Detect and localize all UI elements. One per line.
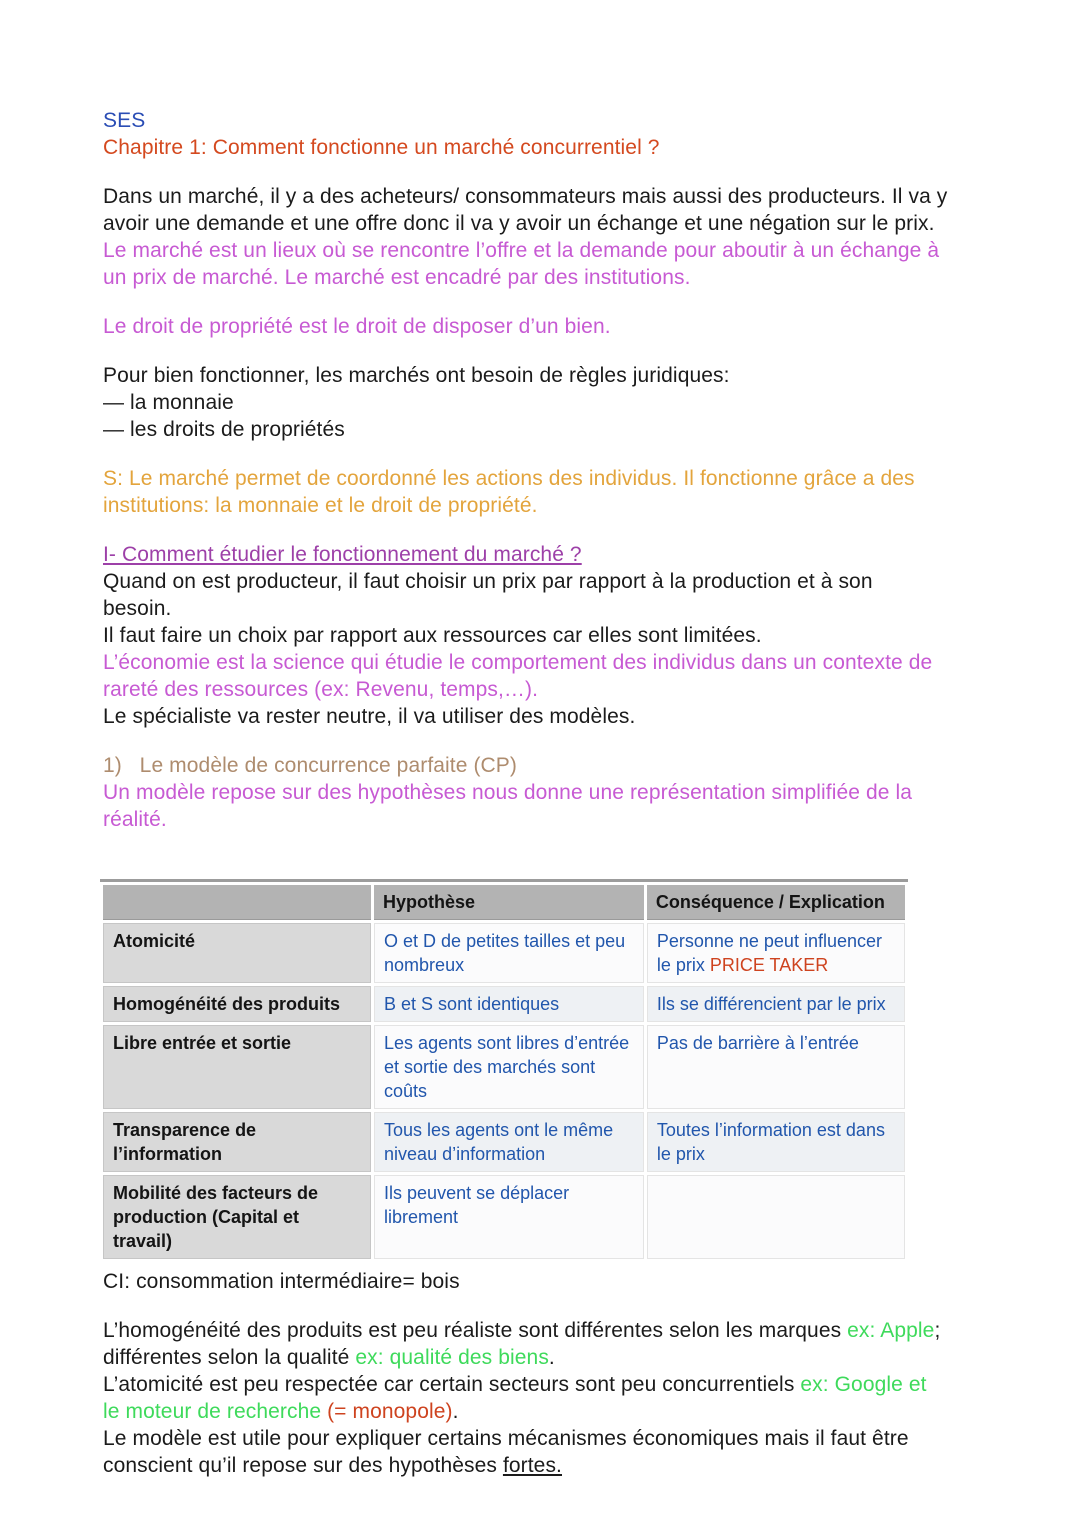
text-run: B et S sont identiques: [384, 994, 560, 1014]
text-run: (= monopole): [327, 1400, 453, 1423]
table-header-row: [103, 885, 905, 920]
text-line: [103, 237, 980, 264]
blank-line: [103, 730, 980, 752]
text-line: [103, 595, 980, 622]
text-line: [103, 541, 980, 568]
hypothesis-cell: [374, 1025, 644, 1109]
text-line: [103, 806, 980, 833]
text-run: réalité.: [103, 808, 167, 831]
blank-line: [103, 519, 980, 541]
text-line: [103, 183, 980, 210]
row-label-cell: Homogénéité des produits: [103, 986, 371, 1022]
text-run: conscient qu’il repose sur des hypothèses: [103, 1454, 503, 1477]
table-header-cell: Conséquence / Explication: [647, 885, 905, 920]
text-run: institutions: la monnaie et le droit de propriété.: [103, 494, 538, 517]
text-line: [103, 313, 980, 340]
text-run: Personne ne peut influencer le prix: [656, 931, 882, 975]
text-run: — les droits de propriétés: [103, 418, 345, 441]
text-run: Le modèle est utile pour expliquer certains mécanismes économiques mais il faut être: [103, 1427, 909, 1450]
text-run: Le spécialiste va rester neutre, il va utiliser des modèles.: [103, 705, 636, 728]
text-run: SES: [103, 109, 146, 132]
text-run: Pas de barrière à l’entrée: [656, 1033, 859, 1053]
row-label-cell: Libre entrée et sortie: [103, 1025, 371, 1109]
text-run: Il faut faire un choix par rapport aux ressources car elles sont limitées.: [103, 624, 762, 647]
text-run: .: [452, 1400, 459, 1423]
text-line: [103, 107, 980, 134]
consequence-cell: [647, 1112, 905, 1172]
text-run: Le marché est un lieux où se rencontre l’offre et la demande pour aboutir à un échange à: [103, 239, 940, 262]
hypothesis-cell: [374, 1175, 644, 1259]
text-run: ex: qualité des biens: [355, 1346, 549, 1369]
hypothesis-cell: [374, 986, 644, 1022]
table-row: [103, 986, 905, 1022]
table-row: [103, 1112, 905, 1172]
table-footnote-line: [103, 1268, 980, 1295]
table-header-empty: [103, 885, 371, 920]
blank-line: [103, 340, 980, 362]
text-run: ex: Apple: [847, 1319, 935, 1342]
hypothesis-cell: [374, 1112, 644, 1172]
blank-line: [103, 443, 980, 465]
text-run: ;: [934, 1319, 941, 1342]
text-line: [103, 568, 980, 595]
text-run: ex: Google et: [800, 1373, 927, 1396]
text-run: .: [548, 1346, 555, 1369]
text-line: [103, 465, 980, 492]
text-line: [103, 676, 980, 703]
row-label-cell: Mobilité des facteurs de production (Capital et travail): [103, 1175, 371, 1259]
row-label-cell: Atomicité: [103, 923, 371, 983]
text-run: S: Le marché permet de coordonné les actions des individus. Il fonctionne grâce a des: [103, 467, 915, 490]
blank-line: [103, 161, 980, 183]
text-line: [103, 362, 980, 389]
consequence-cell: [647, 923, 905, 983]
text-run: Chapitre 1: Comment fonctionne un marché concurrentiel ?: [103, 136, 660, 159]
text-run: le moteur de recherche: [103, 1400, 328, 1423]
text-line: [103, 649, 980, 676]
text-run: avoir une demande et une offre donc il va y avoir un échange et une négation sur le prix.: [103, 212, 935, 235]
blank-line: [103, 291, 980, 313]
table-header-cell: Hypothèse: [374, 885, 644, 920]
text-run: rareté des ressources (ex: Revenu, temps,…).: [103, 678, 539, 701]
text-run: Les agents sont libres d’entrée et sortie des marchés sont coûts: [384, 1033, 630, 1101]
row-label-cell: Transparence de l’information: [103, 1112, 371, 1172]
cp-hypotheses-table: [100, 879, 908, 1262]
text-line: [103, 134, 980, 161]
consequence-cell: [647, 1175, 905, 1259]
text-run: différentes selon la qualité: [103, 1346, 356, 1369]
table-row: [103, 923, 905, 983]
text-run: O et D de petites tailles et peu nombreux: [384, 931, 626, 975]
notes-section-bottom: [103, 1268, 980, 1479]
consequence-cell: [647, 1025, 905, 1109]
text-run: besoin.: [103, 597, 172, 620]
text-run: CI: consommation intermédiaire= bois: [103, 1270, 460, 1293]
text-run: Quand on est producteur, il faut choisir un prix par rapport à la production et à son: [103, 570, 873, 593]
text-run: I- Comment étudier le fonctionnement du marché ?: [103, 543, 582, 566]
table-row: [103, 1025, 905, 1109]
text-line: [103, 752, 980, 779]
hypothesis-cell: [374, 923, 644, 983]
text-run: — la monnaie: [103, 391, 234, 414]
text-line: [103, 1398, 980, 1425]
text-line: [103, 779, 980, 806]
text-run: L’homogénéité des produits est peu réaliste sont différentes selon les marques: [103, 1319, 848, 1342]
text-line: [103, 389, 980, 416]
text-line: [103, 1425, 980, 1452]
text-run: Pour bien fonctionner, les marchés ont besoin de règles juridiques:: [103, 364, 730, 387]
text-run: L’économie est la science qui étudie le comportement des individus dans un contexte de: [103, 651, 933, 674]
text-line: [103, 1344, 980, 1371]
text-run: Dans un marché, il y a des acheteurs/ consommateurs mais aussi des producteurs. Il va y: [103, 185, 948, 208]
text-run: Ils se différencient par le prix: [656, 994, 886, 1014]
text-line: [103, 703, 980, 730]
text-line: [103, 622, 980, 649]
text-run: Tous les agents ont le même niveau d’information: [384, 1120, 614, 1164]
notes-section-top: [103, 107, 980, 833]
text-run: PRICE TAKER: [709, 955, 829, 975]
text-line: [103, 492, 980, 519]
text-run: fortes.: [502, 1454, 562, 1477]
text-run: Un modèle repose sur des hypothèses nous donne une représentation simplifiée de la: [103, 781, 913, 804]
text-line: [103, 1452, 980, 1479]
text-line: [103, 1371, 980, 1398]
text-line: [103, 416, 980, 443]
table-row: [103, 1175, 905, 1259]
consequence-cell: [647, 986, 905, 1022]
text-run: L’atomicité est peu respectée car certain secteurs sont peu concurrentiels: [103, 1373, 801, 1396]
text-run: Le droit de propriété est le droit de disposer d’un bien.: [103, 315, 611, 338]
text-run: Ils peuvent se déplacer librement: [384, 1183, 570, 1227]
text-line: [103, 1317, 980, 1344]
text-line: [103, 264, 980, 291]
text-run: un prix de marché. Le marché est encadré par des institutions.: [103, 266, 691, 289]
text-run: Toutes l’information est dans le prix: [656, 1120, 885, 1164]
blank-line: [103, 1295, 980, 1317]
text-line: [103, 210, 980, 237]
text-run: 1) Le modèle de concurrence parfaite (CP): [103, 754, 518, 777]
